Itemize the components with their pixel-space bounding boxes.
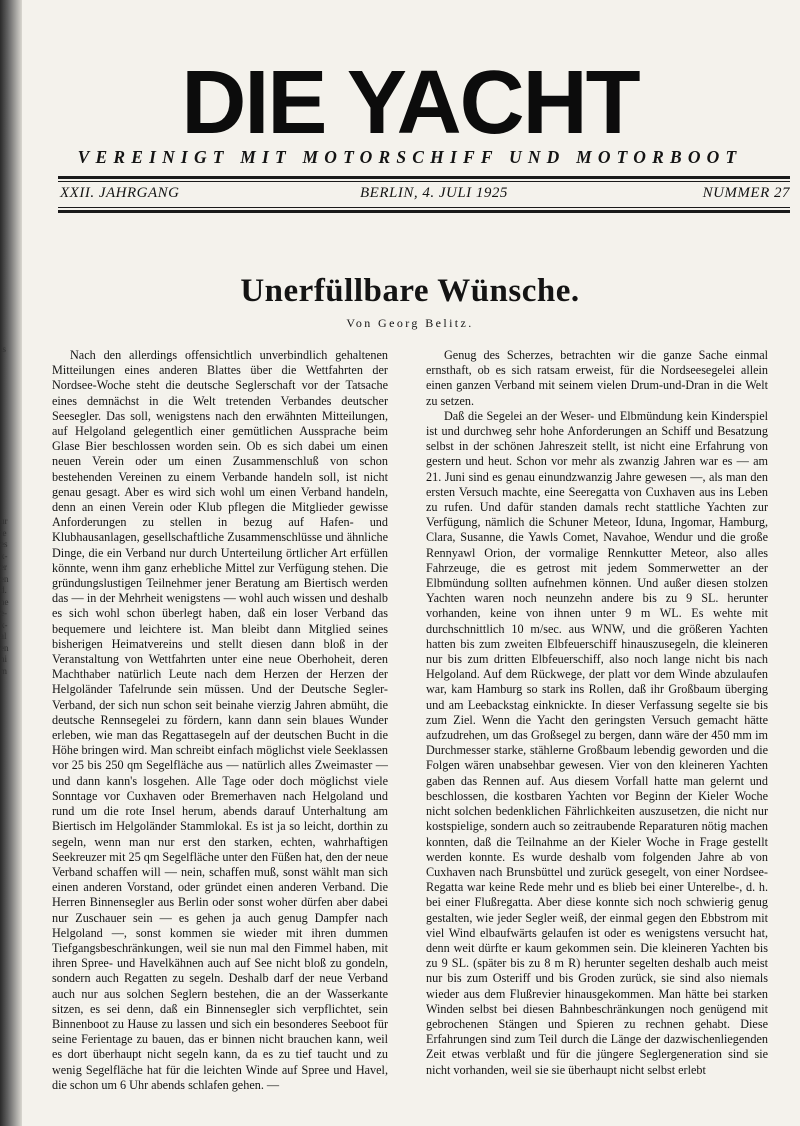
margin-fragment: k- (0, 619, 8, 630)
margin-fragment: al (0, 631, 7, 641)
article-column-right (426, 348, 768, 1078)
article-title: Unerfüllbare Wünsche. (240, 273, 580, 309)
volume-label: XXII. JAHRGANG (60, 185, 180, 201)
margin-fragment: d. (0, 585, 7, 595)
issue-info-bar (60, 185, 790, 205)
place-date-label: BERLIN, 4. JULI 1925 (360, 185, 508, 201)
margin-fragment: is (0, 344, 7, 354)
masthead-title: DIE YACHT (181, 53, 639, 153)
margin-fragment: e- (0, 608, 7, 618)
margin-fragment: te (0, 527, 7, 538)
margin-fragment: ni (0, 654, 8, 664)
margin-fragment: en (0, 642, 9, 653)
rule-bottom-thin (58, 207, 790, 208)
margin-fragment: k- (0, 550, 8, 561)
magazine-page (30, 0, 790, 1126)
issue-number-label: NUMMER 27 (702, 185, 790, 201)
margin-fragment: ne (0, 596, 9, 607)
margin-fragment-top (0, 344, 12, 356)
paragraph: Genug des Scherzes, betrachten wir die ganze Sache einmal ernsthaft, ob es sich ratsam erweist, für die Nordseesegelei allein einen ganzen Verband mit seinem vielen Drum-und-Dran in die Welt zu setzen. (426, 348, 768, 408)
rule-top-thick (58, 176, 790, 179)
paragraph: Nach den allerdings offensichtlich unverbindlich gehaltenen Mitteilungen eines anderen Blattes über die Wettfahrten der Nordsee-Woche steht die deutsche Seglerschaft vor der Tatsache eines demnächst in die Welt tretenden Verbandes deutscher Seesegler. Das soll, wenigstens nach den erwähnten Mitteilungen, auf Helgoland gelegentlich einer gemütlichen Aussprache beim Glase Bier beschlossen worden sein. Ob es sich dabei um einen neuen Verein oder um einen Zusammenschluß von schon bestehenden Vereinen zu einem Verbande handeln soll, ist nicht genau gesagt. Aber es wird sich wohl um einen Verband handeln, denn an einen Verein oder Klub pflegen die Mitglieder gewisse Anforderungen zu stellen in bezug auf Hafen- und Klubhausanlagen, gesellschaftliche Zusammenschlüsse und ähnliche Dinge, die ein Verband nur durch Unterteilung örtlicher Art erfüllen könnte, wenn ihm ganz erhebliche Mittel zur Verfügung stehen. Die gründungslustigen Teilnehmer jener Beratung am Biertisch werden das — in der Mehrheit wenigstens — wohl auch wissen und deshalb es sich wohl schon überlegt haben, daß ein loser Verband das bequemere und leichtere ist. Man bleibt dann Mitglied seines bisherigen Heimatvereins und stellt diesen dann bloß in der Veranstaltung von Wettfahrten unter eine neue Oberhoheit, deren Machthaber natürlich Leute nach dem Herzen der Herzen der Helgoländer Tafelrunde sein müssen. Und der Deutsche Segler-Verband, der sich nun schon seit beinahe vierzig Jahren abmüht, die deutsche Rennsegelei zu fördern, kann dann sein blaues Wunder erleben, wie man das Regattasegeln auf der deutschen Bucht in die Höhe bringen wird. Man schreibt einfach möglichst viele Seeklassen vor 25 bis 250 qm Segelfläche aus — natürlich alles Zweimaster — und dann kann's losgehen. Alle Tage oder doch möglichst viele Sonntage vor Cuxhaven oder Bremerhaven nach Helgoland und rund um die rote Insel herum, abends darauf Unterhaltung am Biertisch im Helgoländer Stammlokal. Es ist ja so leicht, dorthin zu segeln, wenn man nur erst den starken, echten, wahrhaftigen Seekreuzer mit 25 qm Segelfläche unter den Füßen hat, den der neue Verband schaffen will — nein, schaffen muß, sonst wählt man sich einen anderen Vorstand, oder gründet einen anderen Verband. Die Herren Binnensegler aus Berlin oder sonst woher dürfen aber dabei nur Zuschauer sein — es gehen ja auch genug Dampfer nach Helgoland —, sonst kommen sie wieder mit ihren dummen Tiefgangsbeschränkungen, weil sie nun mal den Fimmel haben, mit ihren Spree- und Havelkähnen auch auf See nicht bloß zu gondeln, sondern auch Regatten zu segeln. Deshalb darf der neue Verband auch nur aus solchen Seglern bestehen, die an der Wasserkante sitzen, es sei denn, daß ein Binnensegler sich verpflichtet, sein Binnenboot zu Hause zu lassen und sich ein besonderes Seeboot für seine Ferientage zu bauen, das er binnen nicht brauchen kann, weil es dort überhaupt nicht segeln kann, da es zu tief taucht und zu wenig Segelfläche hat für die leichten Winde auf Spree und Havel, die schon um 6 Uhr abends schlafen gehen. — (52, 348, 388, 1092)
rule-top-thin (58, 181, 790, 182)
article-column-left (52, 348, 388, 1093)
masthead-subtitle: VEREINIGT MIT MOTORSCHIFF UND MOTORBOOT (77, 147, 743, 167)
margin-fragment: en (0, 573, 9, 584)
margin-fragment: ur (0, 516, 8, 526)
margin-fragment: es (0, 539, 8, 549)
paragraph: Daß die Segelei an der Weser- und Elbmündung kein Kinderspiel ist und durchweg sehr hohe Anforderungen an Schiff und Besatzung selbst in der schönen Jahreszeit stellt, ist nicht eine Erfahrung von gestern und heut. Schon vor mehr als zwanzig Jahren war es — am 21. Juni sind es genau einundzwanzig Jahre gewesen —, als man den ersten Versuch machte, eine Seeregatta von Cuxhaven aus ins Leben zu rufen. Und dafür standen damals recht stattliche Yachten zur Verfügung, nämlich die Schuner Meteor, Iduna, Ingomar, Hamburg, Clara, Susanne, die Yawls Comet, Navahoe, Wendur und die große Rennyawl Orion, der vormalige Rennkutter Meteor, also alles Fahrzeuge, die es getrost mit jedem Sommerwetter an der Elbmündung sollten aufnehmen können. Und außer diesen stolzen Yachten waren noch neunzehn andere bis zu 9 SL. herunter vorhanden, keine von ihnen unter 9 m WL. Es wehte mit durchschnittlich 10 m/sec. aus WNW, und die größeren Yachten hatten bis zum zweiten Elbfeuerschiff hinauszusegeln, die kleineren nur bis zum dritten Elbfeuerschiff, also noch lange nicht bis nach Helgoland. Auf dem Rückwege, der platt vor dem Winde abzulaufen war, kam Hamburg so stark ins Rollen, daß ihr Großbaum überging und am Leebackstag einknickte. In dieser Verfassung segelte sie bis zum Ziel. Wenn die Yacht den geringsten Versuch gemacht hätte aufzudrehen, um das Großsegel zu bergen, dann wäre der 450 mm im Durchmesser starke, stählerne Großbaum lebendig geworden und die Folgen wären unabsehbar gewesen. Vier von den kleineren Yachten gaben das Rennen auf. Aus diesem Vorfall hatte man gelernt und beschlossen, die kostbaren Yachten vor Beginn der Kieler Woche nicht solchen bedenklichen Fährlichkeiten auszusetzen, die nicht nur kostspielige, sondern auch so zeitraubende Reparaturen nötig machen konnten, daß die Teilnahme an der Kieler Woche in Frage gestellt werden konnte. Es wurde deshalb vom folgenden Jahre ab von Cuxhaven nach Brunsbüttel und zurück gesegelt, von einer Nordsee-Regatta war keine Rede mehr und es blieb bei einer Unterelbe-, d. h. bei einer Flußregatta. Aber diese konnte sich noch schwierig genug gestalten, wie jeder Segler weiß, der einmal gegen den Ebbstrom mit viel Wind elbaufwärts gelaufen ist oder es wenigstens versucht hat, denn weit dürfte er kaum gekommen sein. Die kleineren Yachten bis zu 9 SL. (später bis zu 8 m R) herunter segelten deshalb auch meist nur bis zum Osteriff und bis Groden zurück, sie sind also niemals wieder aus dem Flußrevier hinausgekommen. Man hätte bei starken Winden selbst bei diesen Bahnbeschränkungen noch genügend mit gebrochenen Stängen und Spieren zu rechnen gehabt. Diese Erfahrungen sind zum Teil durch die Länge der dazwischenliegenden Zeit etwas verblaßt und für die jüngere Seglergeneration sind sie nicht vorhanden, weil sie sie überhaupt nicht selbst erlebt (426, 408, 768, 1077)
article-author: Von Georg Belitz. (346, 316, 474, 330)
margin-fragment-middle (0, 516, 12, 677)
margin-fragment: er (0, 562, 7, 572)
rule-bottom-thick (58, 210, 790, 213)
margin-fragment: m (0, 665, 8, 676)
